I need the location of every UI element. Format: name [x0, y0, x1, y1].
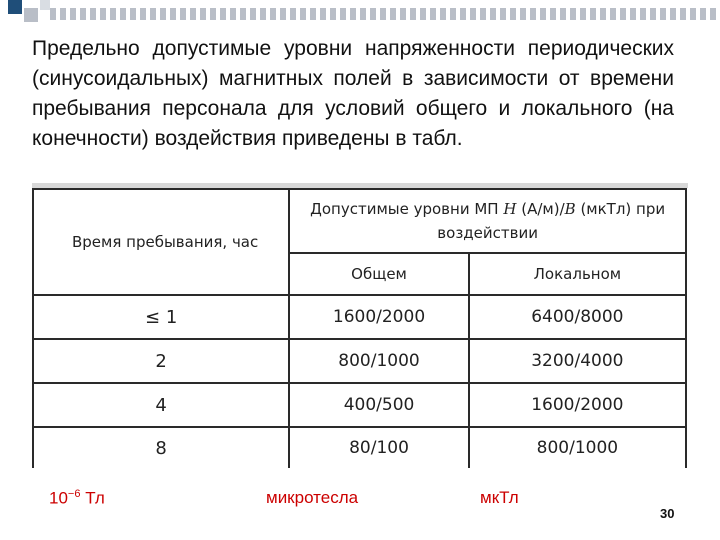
header-levels	[289, 189, 686, 253]
units-tesla	[49, 488, 105, 509]
tesla-base: 10	[49, 488, 68, 508]
local-value: 6400/8000	[531, 307, 624, 327]
table-row	[33, 383, 686, 427]
header-general	[289, 253, 468, 295]
units-abbr: мкТл	[480, 488, 519, 507]
light-square	[40, 0, 50, 10]
h-unit: (А/м)/	[521, 200, 565, 218]
local-value: 800/1000	[536, 438, 619, 458]
tesla-unit: Тл	[85, 488, 105, 508]
cell-general	[289, 295, 468, 339]
local-value: 1600/2000	[531, 395, 624, 415]
header-general-label: Общем	[351, 265, 407, 283]
cell-local	[469, 427, 686, 468]
cell-local	[469, 383, 686, 427]
cell-general	[289, 339, 468, 383]
header-local	[469, 253, 686, 295]
cell-general	[289, 427, 468, 468]
time-value: 8	[155, 437, 167, 459]
cell-time	[33, 383, 289, 427]
striped-grid	[50, 8, 720, 20]
cell-local	[469, 339, 686, 383]
table-row	[33, 295, 686, 339]
b-unit: (мкТл) при	[580, 200, 666, 218]
page-number: 30	[660, 506, 675, 521]
general-value: 80/100	[349, 438, 409, 458]
cell-time	[33, 339, 289, 383]
grey-square	[24, 8, 38, 22]
header-levels-prefix: Допустимые уровни МП	[310, 200, 499, 218]
slide-paragraph: Предельно допустимые уровни напряженности периодических (синусоидальных) магнитных полей в зависимости от времени пребывания персонала для условий общего и локального (на конечности) воздействия приведены в табл.	[32, 37, 674, 150]
cell-time	[33, 427, 289, 468]
tesla-exp: −6	[67, 488, 81, 500]
norms-table	[32, 188, 687, 468]
header-time	[33, 189, 289, 295]
time-value: 4	[155, 394, 167, 416]
decorative-header-bar	[0, 0, 720, 28]
general-value: 400/500	[343, 395, 415, 415]
units-word: микротесла	[266, 488, 359, 507]
cell-time	[33, 295, 289, 339]
cell-general	[289, 383, 468, 427]
table-row	[33, 339, 686, 383]
h-symbol: H	[503, 200, 517, 218]
b-symbol: B	[564, 200, 576, 218]
header-levels-suffix: воздействии	[437, 224, 538, 242]
scanned-norms-table	[32, 183, 688, 468]
cell-local	[469, 295, 686, 339]
leq-symbol: ≤	[145, 306, 161, 328]
time-value: 1	[165, 306, 178, 328]
local-value: 3200/4000	[531, 351, 624, 371]
general-value: 1600/2000	[332, 307, 426, 327]
table-row	[33, 427, 686, 468]
header-local-label: Локальном	[533, 265, 622, 283]
dark-blue-square	[8, 0, 22, 14]
general-value: 800/1000	[338, 351, 420, 371]
header-time-label: Время пребывания, час	[72, 233, 259, 251]
time-value: 2	[155, 350, 167, 372]
